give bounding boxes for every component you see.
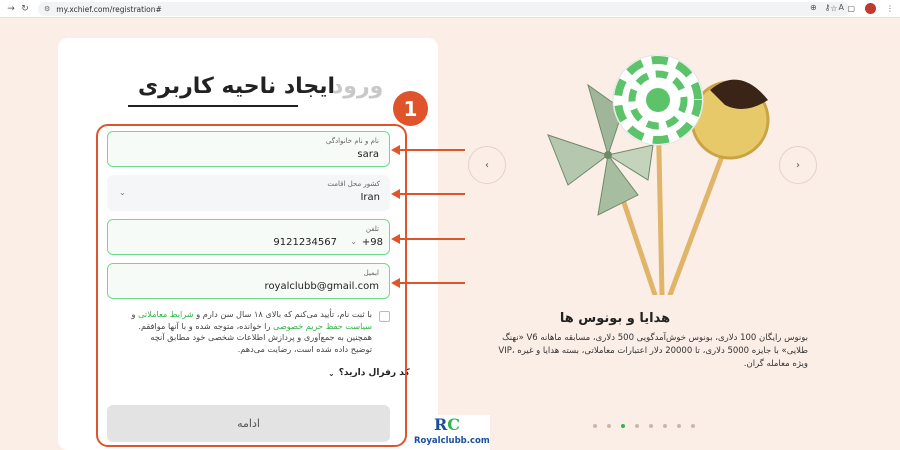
annotation-arrow (400, 149, 465, 151)
annotation-arrowhead (391, 145, 400, 155)
email-field-label: ایمیل (363, 269, 379, 277)
phone-country-code[interactable]: +98 (361, 237, 383, 248)
password-key-icon[interactable]: ⚷ (824, 3, 831, 12)
carousel-dots (593, 424, 695, 428)
annotation-arrow (400, 282, 465, 284)
privacy-policy-link[interactable]: سیاست حفظ حریم خصوصی (273, 320, 372, 331)
rc-logo-mark: RC (434, 415, 461, 434)
carousel-dot[interactable] (621, 424, 625, 428)
translate-icon[interactable]: A (838, 3, 844, 12)
carousel-dot[interactable] (593, 424, 597, 428)
trading-terms-link[interactable]: شرایط معاملاتی (138, 309, 194, 319)
chevron-down-icon[interactable]: ⌄ (350, 237, 357, 246)
forward-icon[interactable]: → (7, 3, 15, 14)
carousel-dot[interactable] (691, 424, 695, 428)
tab-register-underline (128, 105, 298, 107)
gold-coin-icon (692, 80, 768, 158)
browser-toolbar (0, 0, 900, 18)
lollipop-icon (613, 55, 703, 145)
extensions-icon[interactable]: ▢ (847, 4, 855, 13)
profile-avatar[interactable] (865, 3, 876, 14)
phone-field-label: تلفن (365, 225, 379, 233)
carousel-dot[interactable] (663, 424, 667, 428)
tab-register[interactable]: ایجاد ناحیه کاربری (138, 74, 336, 99)
phone-number-value: 9121234567 (273, 237, 337, 248)
promo-title: هدایا و بونوس ها (559, 311, 671, 326)
menu-dots-icon[interactable]: ⋮ (886, 4, 894, 13)
chevron-down-icon: ⌄ (328, 368, 335, 378)
bookmark-star-icon[interactable]: ☆ (830, 4, 838, 13)
url-text: my.xchief.com/registration# (56, 4, 162, 14)
reload-icon[interactable]: ↻ (21, 3, 29, 14)
chevron-down-icon: ⌄ (119, 188, 126, 197)
continue-button[interactable]: ادامه (107, 405, 390, 442)
site-info-icon[interactable]: ⚙ (44, 5, 51, 13)
consent-text-part: را خوانده، متوجه شده و با آنها موافقم. همچنین به جمع‌آوری و پردازش اطلاعات شخصی خود مطابق آنچه توضیح داده شده است، رضایت می‌دهم. (138, 320, 372, 354)
carousel-next-button[interactable]: › (779, 146, 817, 184)
referral-label: کد رفرال دارید؟ (338, 368, 410, 378)
country-select-value: Iran (360, 192, 380, 203)
name-field-label: نام و نام خانوادگی (325, 137, 379, 145)
zoom-icon[interactable]: ⊕ (809, 3, 817, 12)
annotation-arrowhead (391, 278, 400, 288)
royalclubb-watermark-logo (412, 415, 490, 450)
address-bar[interactable] (38, 2, 850, 16)
promo-illustration (540, 45, 780, 295)
annotation-arrowhead (391, 234, 400, 244)
tab-login[interactable]: ورود (332, 74, 384, 99)
carousel-dot[interactable] (677, 424, 681, 428)
carousel-prev-button[interactable]: ‹ (468, 146, 506, 184)
annotation-arrow (400, 193, 465, 195)
carousel-dot[interactable] (607, 424, 611, 428)
annotation-outline (96, 124, 407, 447)
consent-text-part: با ثبت نام، تأیید می‌کنم که بالای ۱۸ سال سن دارم و (193, 309, 372, 319)
consent-text-part: و (131, 309, 139, 319)
annotation-badge: 1 (393, 91, 428, 126)
country-select-label: کشور محل اقامت (327, 180, 380, 188)
name-field-value: sara (357, 149, 379, 160)
carousel-dot[interactable] (649, 424, 653, 428)
watermark-text: Royalclubb.com (414, 436, 490, 446)
promo-description: بونوس رایگان 100 دلاری، بونوس خوش‌آمدگویی 500 دلاری، مسابقه ماهانه V6 «نهنگ طلایی» با جایزه 5000 دلاری، تا 20000 دلار اعتبارات معاملاتی، بسته هدایا و غیره ،VIP ویژه معامله گران. (498, 333, 808, 369)
annotation-arrow (400, 238, 465, 240)
email-field-value: royalclubb@gmail.com (264, 281, 379, 292)
annotation-arrowhead (391, 189, 400, 199)
carousel-dot[interactable] (635, 424, 639, 428)
